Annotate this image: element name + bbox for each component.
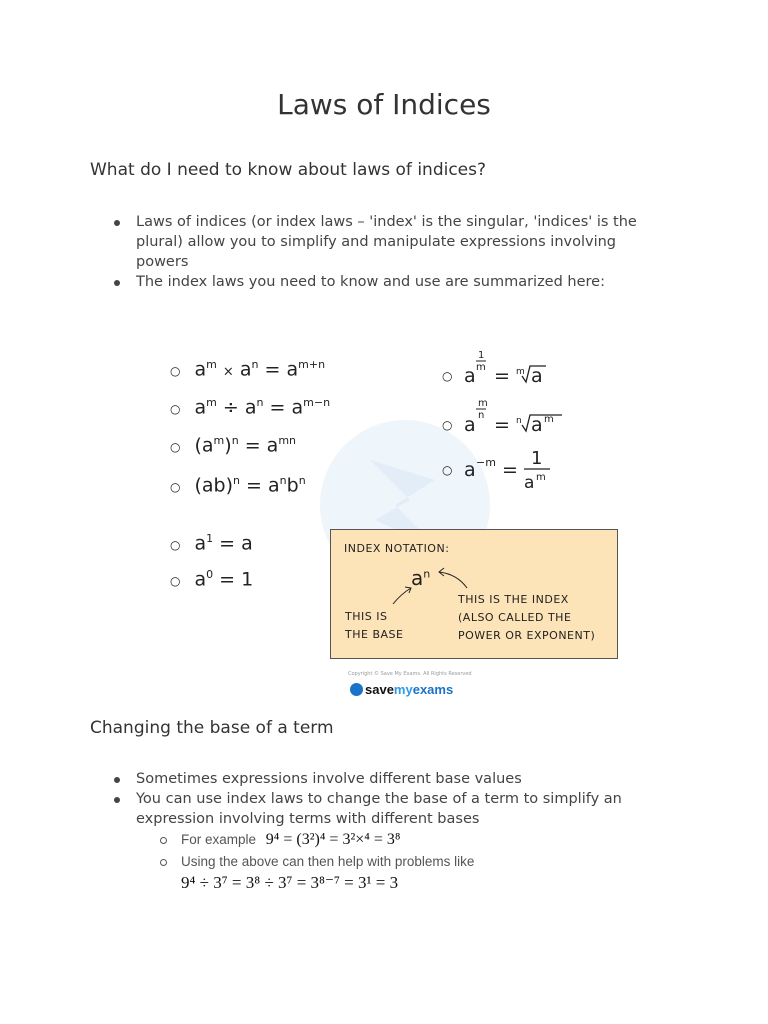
bullet-list-change-base [136, 769, 656, 829]
example-equation-2: 9⁴ ÷ 3⁷ = 3⁸ ÷ 3⁷ = 3⁸⁻⁷ = 3¹ = 3 [181, 873, 399, 892]
svg-text:1: 1 [531, 448, 543, 469]
law-power-of-power: ○ $(a^m)^n = a^{mn}$ [170, 434, 297, 457]
svg-text:○: ○ [442, 418, 453, 432]
svg-text:m: m [516, 367, 525, 377]
svg-text:a: a [464, 414, 476, 436]
law-fractional-power [442, 344, 582, 388]
sub-bullet-list [181, 829, 641, 873]
svg-text:1: 1 [478, 350, 485, 361]
list-item: The index laws you need to know and use are summarized here: [136, 272, 656, 292]
svg-text:a: a [464, 365, 476, 387]
svg-text:m: m [476, 362, 486, 373]
box-expression: $a^n$ [411, 566, 431, 590]
law-quotient: ○ $a^m \div a^n = a^{m-n}$ [170, 396, 331, 419]
list-item: You can use index laws to change the base of a term to simplify an expression involving terms with different bases [136, 789, 656, 829]
base-label: THIS IS THE BASE [345, 610, 404, 641]
svg-text:=: = [502, 459, 518, 481]
law-product-power: ○ $(ab)^n = a^nb^n$ [170, 474, 306, 497]
svg-text:=: = [494, 414, 510, 436]
box-title: INDEX NOTATION: [344, 542, 450, 555]
section-heading-change-base: Changing the base of a term [90, 718, 334, 738]
arrow-icon [389, 582, 419, 608]
svg-text:m: m [478, 398, 488, 409]
example-equation-1: 9⁴ = (3²)⁴ = 3²×⁴ = 3⁸ [265, 831, 401, 848]
section-heading-laws: What do I need to know about laws of indices? [90, 160, 487, 180]
svg-text:m: m [536, 472, 546, 483]
index-notation-box [330, 529, 618, 659]
index-label: THIS IS THE INDEX (ALSO CALLED THE POWER OR EXPONENT) [458, 593, 596, 642]
page-title: Laws of Indices [277, 88, 491, 121]
list-item: Sometimes expressions involve different base values [136, 769, 656, 789]
svg-text:m: m [544, 414, 554, 425]
arrow-icon [431, 566, 471, 592]
svg-text:a: a [524, 473, 535, 493]
logo-icon [350, 683, 363, 696]
svg-text:n: n [478, 410, 485, 421]
law-negative-power [442, 446, 592, 496]
svg-text:=: = [494, 365, 510, 387]
svg-text:−m: −m [476, 456, 496, 469]
svg-text:a: a [531, 414, 543, 436]
law-power-zero: ○ $a^0 = 1$ [170, 568, 254, 591]
law-power-one: ○ $a^1 = a$ [170, 532, 253, 555]
svg-text:○: ○ [442, 369, 453, 383]
svg-text:a: a [531, 365, 543, 387]
list-item: For example 9⁴ = (3²)⁴ = 3²×⁴ = 3⁸ [181, 829, 641, 851]
index-laws-figure [170, 340, 620, 705]
list-item: Using the above can then help with problems like [181, 851, 641, 873]
law-fraction-power-general [442, 396, 592, 440]
law-product: ○ $a^m \times a^n = a^{m+n}$ [170, 358, 326, 381]
svg-text:n: n [516, 416, 522, 426]
bullet-list-intro [136, 212, 656, 292]
svg-text:a: a [464, 459, 476, 481]
svg-text:○: ○ [442, 463, 453, 477]
copyright-text: Copyright © Save My Exams. All Rights Reserved [348, 671, 472, 677]
list-item: Laws of indices (or index laws – 'index' is the singular, 'indices' is the plural) allow you to simplify and manipulate expressions involving powers [136, 212, 656, 272]
save-my-exams-logo: savemyexams [350, 682, 453, 697]
